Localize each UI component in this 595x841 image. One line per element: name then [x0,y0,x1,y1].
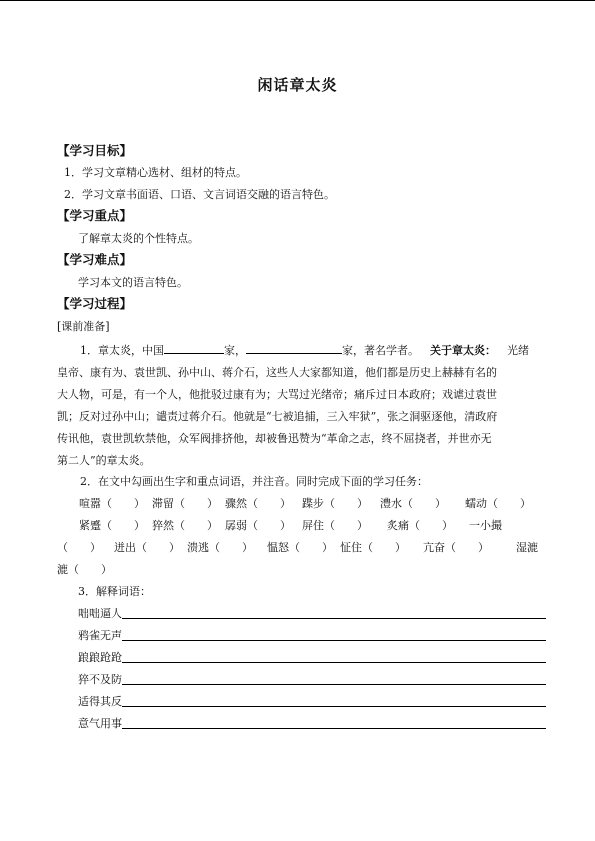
term: 猝不及防 [78,673,122,686]
key-text: 了解章太炎的个性特点。 [78,232,199,245]
vocab-item: 骤然（ ） [225,497,291,510]
top-rule [0,0,595,1]
vocab-item: 亢奋（ ） [423,541,489,554]
para1-line5: 传讯他，袁世凯软禁他，众军阀排挤他，却被鲁迅赞为“革命之志，终不屈挠者，并世亦无 [57,432,492,445]
answer-line[interactable] [122,651,546,663]
term: 踉踉跄跄 [78,651,122,664]
term: 意气用事 [78,717,122,730]
term: 咄咄逼人 [78,607,122,620]
vocab-item: 一小撮 [469,519,502,532]
vocab-item: （ ） [57,541,101,554]
heading-process: 【学习过程】 [57,296,133,311]
para3: 3．解释词语： [78,585,151,598]
para1-line6: 第二人”的章太炎。 [57,454,151,467]
para1-line1 [80,343,580,358]
vocab-item: 溃逃（ ） [187,541,253,554]
definition-row[interactable] [78,717,546,731]
vocab-item: 蠕动（ ） [465,497,531,510]
definition-row[interactable] [78,673,546,687]
definition-row[interactable] [78,651,546,665]
heading-difficulty: 【学习难点】 [57,252,133,267]
vocab-item: 紧蹙（ ） [79,519,145,532]
difficulty-text: 学习本文的语言特色。 [78,276,188,289]
p1-text-a: 1．章太炎，中国 [80,344,164,357]
vocab-item: 猝然（ ） [152,519,218,532]
vocab-item: 湿漉 [516,541,538,554]
definition-row[interactable] [78,695,546,709]
vocab-item: 蹀步（ ） [302,497,368,510]
vocab-item: 怔住（ ） [340,541,406,554]
para1-line2: 皇帝、康有为、袁世凯、孙中山、蒋介石，这些人大家都知道，他们都是历史上赫赫有名的 [57,366,497,379]
para2: 2．在文中勾画出生字和重点词语，并注音。同时完成下面的学习任务： [80,475,428,488]
vocab-item: 迸出（ ） [114,541,180,554]
p1-text-c: 家，著名学者。 [342,344,419,357]
definition-row[interactable] [78,607,546,621]
answer-line[interactable] [122,717,546,729]
vocab-item: 屏住（ ） [302,519,368,532]
vocab-item: 澧水（ ） [380,497,446,510]
blank-1[interactable] [164,343,224,354]
goal-2: 2．学习文章书面语、口语、文言词语交融的语言特色。 [64,188,335,201]
vocab-item: 愠怒（ ） [267,541,333,554]
term: 适得其反 [78,695,122,708]
answer-line[interactable] [122,607,546,619]
p1-bold: 关于章太炎： [430,344,496,357]
p1-text-b: 家， [224,344,246,357]
prep-label: [课前准备] [57,320,110,333]
para1-line3: 大人物，可是，有一个人，他批驳过康有为；大骂过光绪帝；痛斥过日本政府；戏谑过袁世 [57,388,497,401]
vocab-item: 孱弱（ ） [225,519,291,532]
heading-key: 【学习重点】 [57,208,133,223]
term: 鸦雀无声 [78,629,122,642]
answer-line[interactable] [122,695,546,707]
heading-goals: 【学习目标】 [57,143,133,158]
page-title: 闲话章太炎 [257,76,338,94]
vocab-item: 滞留（ ） [152,497,218,510]
p1-text-d: 光绪 [507,344,529,357]
definition-row[interactable] [78,629,546,643]
vocab-item: 喧嚣（ ） [79,497,145,510]
answer-line[interactable] [122,673,546,685]
blank-2[interactable] [246,343,342,354]
goal-1: 1．学习文章精心选材、组材的特点。 [64,166,247,179]
vocab-item: 漉（ ） [57,563,112,576]
para1-line4: 凯；反对过孙中山；谴责过蒋介石。他就是“七被追捕，三入牢狱”，张之洞驱逐他，清政府 [57,410,498,423]
vocab-item: 炙痛（ ） [387,519,453,532]
answer-line[interactable] [122,629,546,641]
